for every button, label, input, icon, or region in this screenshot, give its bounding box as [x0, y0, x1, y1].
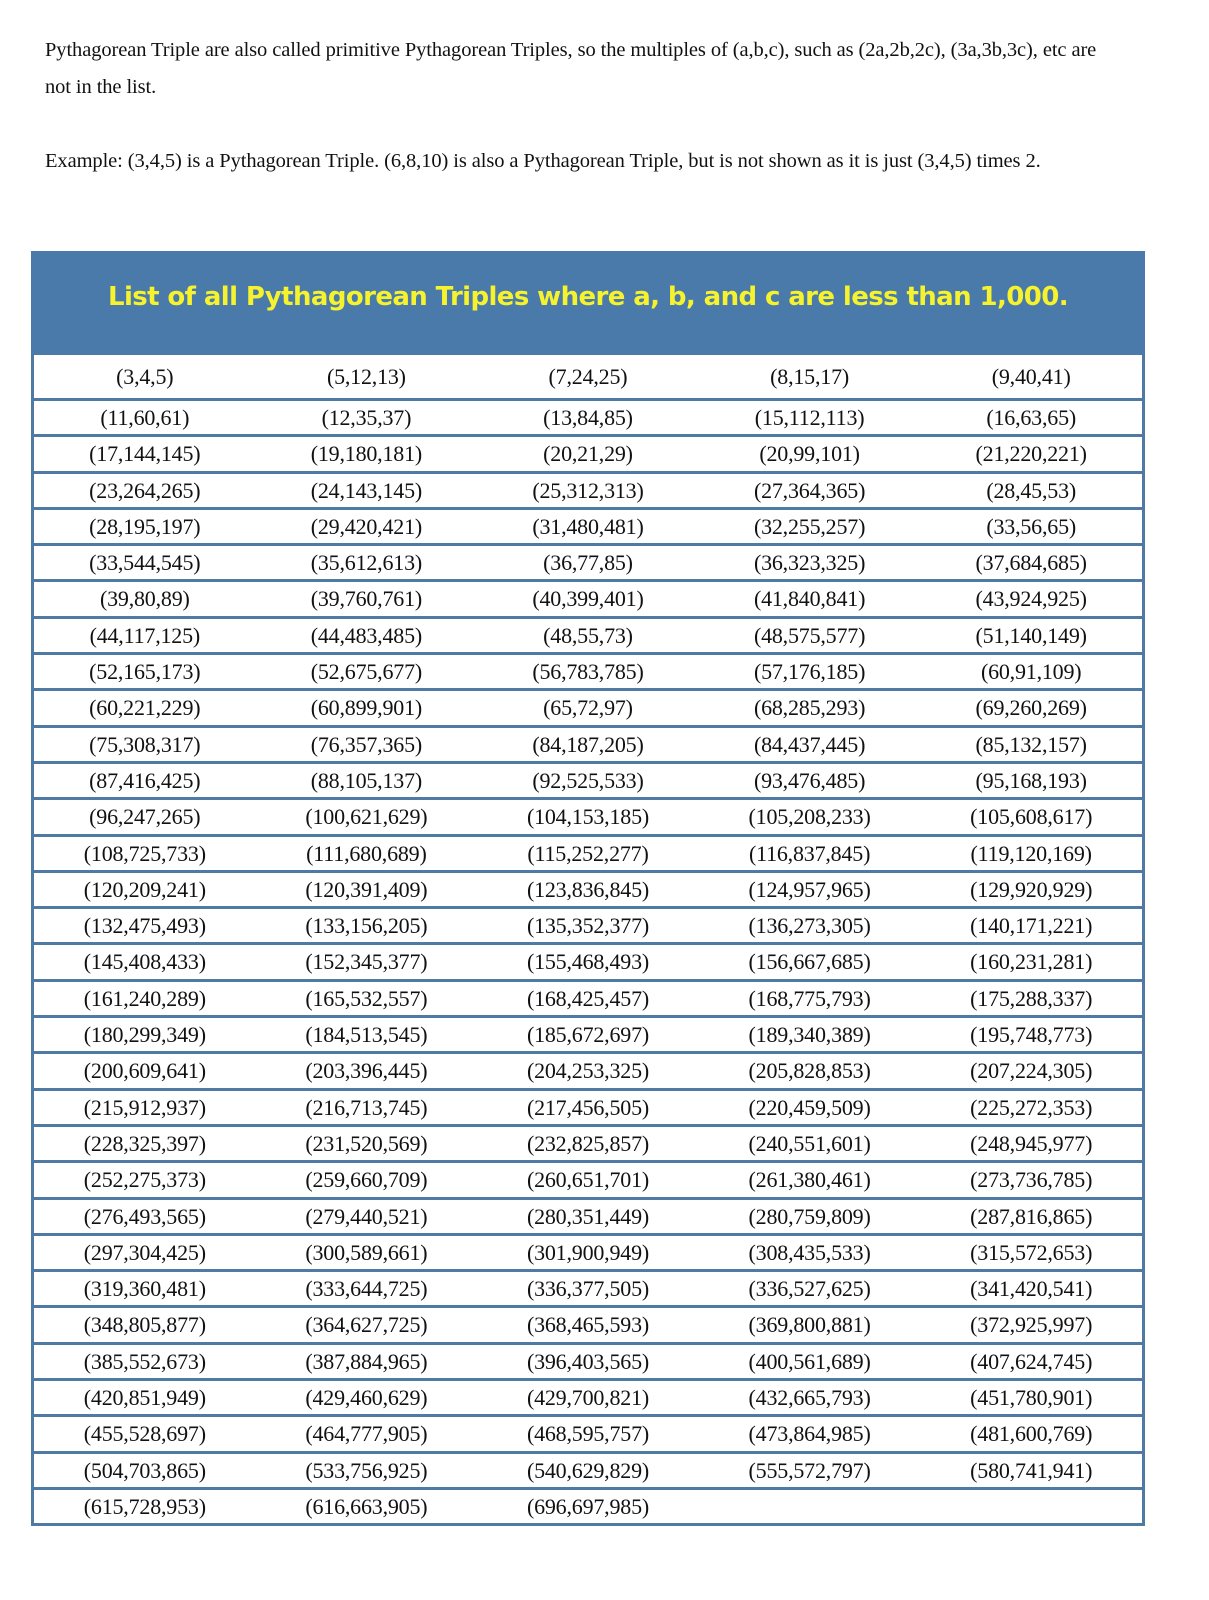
triple-cell: (364,627,725) [305, 1312, 428, 1338]
triple-cell: (37,684,685) [975, 550, 1087, 576]
triple-cell: (185,672,697) [526, 1022, 650, 1048]
triple-cell: (132,475,493) [83, 913, 206, 939]
triple-cell: (84,187,205) [532, 731, 644, 757]
triple-cell: (252,275,373) [83, 1167, 206, 1193]
triple-cell: (152,345,377) [305, 949, 428, 975]
triple-cell: (225,272,353) [970, 1094, 1093, 1120]
triple-cell: (65,72,97) [543, 695, 633, 721]
table-row [34, 1451, 1142, 1487]
triple-cell: (108,725,733) [83, 840, 206, 866]
triple-cell: (180,299,349) [83, 1022, 206, 1048]
table-row [34, 761, 1142, 797]
table-row [34, 1160, 1142, 1196]
triple-cell: (615,728,953) [83, 1493, 206, 1519]
triple-cell: (204,253,325) [526, 1058, 650, 1084]
table-title: List of all Pythagorean Triples where a, b, and c are less than 1,000. [107, 282, 1069, 312]
triple-cell: (20,21,29) [543, 441, 633, 467]
triple-cell: (228,325,397) [83, 1130, 206, 1156]
triple-cell: (27,364,365) [753, 477, 866, 503]
triple-cell: (120,391,409) [305, 876, 428, 902]
triple-cell: (25,312,313) [532, 477, 644, 503]
triple-cell: (207,224,305) [970, 1058, 1093, 1084]
triple-cell: (336,377,505) [526, 1276, 650, 1302]
triple-cell: (123,836,845) [526, 876, 650, 902]
triple-cell: (36,323,325) [753, 550, 866, 576]
triple-cell: (336,527,625) [748, 1276, 871, 1302]
triple-cell: (84,437,445) [753, 731, 866, 757]
triple-cell: (279,440,521) [305, 1203, 428, 1229]
triple-cell: (52,675,677) [310, 659, 423, 685]
triple-cell: (220,459,509) [748, 1094, 871, 1120]
triple-cell: (385,552,673) [83, 1348, 206, 1374]
triple-cell: (51,140,149) [975, 622, 1087, 648]
triple-cell: (540,629,829) [526, 1457, 650, 1483]
triple-cell: (16,63,65) [986, 405, 1076, 430]
triple-cell: (11,60,61) [100, 405, 190, 430]
triple-cell: (31,480,481) [532, 513, 644, 539]
table-row [34, 688, 1142, 724]
triple-cell: (175,288,337) [970, 985, 1093, 1011]
triple-cell: (115,252,277) [527, 840, 649, 866]
triple-cell: (43,924,925) [975, 586, 1087, 612]
triple-cell: (92,525,533) [532, 767, 644, 793]
table-row [34, 1233, 1142, 1269]
table-row [34, 1305, 1142, 1341]
triple-cell: (155,468,493) [526, 949, 650, 975]
triple-cell: (451,780,901) [970, 1385, 1093, 1411]
triple-cell: (20,99,101) [759, 441, 860, 467]
table-title-bar [31, 251, 1145, 355]
triple-cell: (119,120,169) [970, 840, 1092, 866]
triple-cell: (85,132,157) [975, 731, 1087, 757]
table-row [34, 906, 1142, 942]
triple-cell: (96,247,265) [89, 804, 201, 830]
table-row [34, 652, 1142, 688]
triple-cell: (140,171,221) [970, 913, 1093, 939]
triple-cell: (75,308,317) [89, 731, 201, 757]
triple-cell: (17,144,145) [89, 441, 201, 467]
triple-cell: (273,736,785) [970, 1167, 1093, 1193]
triple-cell: (200,609,641) [83, 1058, 206, 1084]
triple-cell: (319,360,481) [83, 1276, 206, 1302]
triple-cell: (156,667,685) [748, 949, 871, 975]
triple-cell: (105,608,617) [970, 804, 1093, 830]
triple-cell: (88,105,137) [310, 767, 423, 793]
triple-cell: (189,340,389) [748, 1022, 871, 1048]
triple-cell: (205,828,853) [748, 1058, 871, 1084]
triple-cell: (481,600,769) [970, 1421, 1093, 1447]
triple-cell: (616,663,905) [305, 1493, 428, 1519]
triple-cell: (60,899,901) [310, 695, 423, 721]
triple-cell: (260,651,701) [526, 1167, 650, 1193]
triple-cell: (473,864,985) [748, 1421, 871, 1447]
triple-cell: (76,357,365) [310, 731, 423, 757]
triple-cell: (60,91,109) [980, 659, 1082, 685]
triple-cell: (217,456,505) [526, 1094, 650, 1120]
triple-cell: (195,748,773) [970, 1022, 1093, 1048]
table-row [34, 1197, 1142, 1233]
triple-cell: (35,612,613) [310, 550, 423, 576]
triple-cell: (24,143,145) [310, 477, 423, 503]
triple-cell: (105,208,233) [748, 804, 871, 830]
triple-cell: (8,15,17) [770, 364, 849, 389]
triple-cell: (184,513,545) [305, 1022, 428, 1048]
triple-cell: (133,156,205) [305, 913, 428, 939]
triple-cell: (135,352,377) [526, 913, 650, 939]
triple-cell: (215,912,937) [83, 1094, 206, 1120]
triple-cell: (400,561,689) [748, 1348, 871, 1374]
table-row [34, 507, 1142, 543]
table-row [34, 1124, 1142, 1160]
triple-cell: (48,575,577) [753, 622, 866, 648]
triple-cell: (52,165,173) [89, 659, 201, 685]
triple-cell: (69,260,269) [975, 695, 1087, 721]
triple-cell: (231,520,569) [305, 1130, 428, 1156]
triple-cell: (124,957,965) [748, 876, 871, 902]
triple-cell: (44,483,485) [310, 622, 423, 648]
triple-cell: (276,493,565) [83, 1203, 206, 1229]
triple-cell: (387,884,965) [305, 1348, 428, 1374]
triple-cell: (36,77,85) [543, 550, 633, 576]
triple-cell: (240,551,601) [748, 1130, 871, 1156]
triple-cell: (168,425,457) [526, 985, 650, 1011]
triple-cell: (348,805,877) [83, 1312, 206, 1338]
triple-cell: (41,840,841) [753, 586, 866, 612]
triple-cell: (93,476,485) [753, 767, 866, 793]
triple-cell: (429,700,821) [526, 1385, 650, 1411]
triple-cell: (429,460,629) [305, 1385, 428, 1411]
triple-cell: (29,420,421) [310, 513, 423, 539]
triple-cell: (396,403,565) [526, 1348, 650, 1374]
triple-cell: (232,825,857) [526, 1130, 650, 1156]
triple-cell: (28,195,197) [89, 513, 201, 539]
triple-cell: (369,800,881) [748, 1312, 871, 1338]
triple-cell: (15,112,113) [754, 405, 865, 430]
table-row [34, 1378, 1142, 1414]
triple-cell: (168,775,793) [748, 985, 871, 1011]
triple-cell: (33,544,545) [89, 550, 201, 576]
triple-cell: (533,756,925) [305, 1457, 428, 1483]
table-row [34, 398, 1142, 434]
triple-cell: (161,240,289) [83, 985, 206, 1011]
table-row [34, 1015, 1142, 1051]
table-row [34, 797, 1142, 833]
table-row [34, 616, 1142, 652]
triple-cell: (39,760,761) [310, 586, 423, 612]
triple-cell: (300,589,661) [305, 1239, 428, 1265]
triple-cell: (60,221,229) [89, 695, 201, 721]
triple-cell: (315,572,653) [970, 1239, 1093, 1265]
triple-cell: (7,24,25) [548, 364, 628, 389]
triple-cell [920, 1490, 1142, 1523]
triple-cell: (5,12,13) [326, 364, 406, 389]
table-row [34, 1414, 1142, 1450]
triple-cell: (297,304,425) [83, 1239, 206, 1265]
table-row [34, 942, 1142, 978]
table-row [34, 543, 1142, 579]
triple-cell: (129,920,929) [970, 876, 1093, 902]
table-row [34, 355, 1142, 398]
triple-cell: (420,851,949) [83, 1385, 206, 1411]
triple-cell: (280,351,449) [526, 1203, 650, 1229]
triple-cell: (301,900,949) [526, 1239, 650, 1265]
triple-cell: (696,697,985) [526, 1493, 650, 1519]
triple-cell: (145,408,433) [83, 949, 206, 975]
intro-paragraph-example: Example: (3,4,5) is a Pythagorean Triple. (6,8,10) is also a Pythagorean Triple, but is not shown as it is just (3,4,5) times 2. [45, 150, 1041, 172]
triple-cell: (136,273,305) [748, 913, 871, 939]
triples-table [31, 251, 1145, 1526]
triple-cell: (555,572,797) [748, 1457, 871, 1483]
triple-cell: (13,84,85) [543, 405, 633, 430]
triple-cell: (68,285,293) [753, 695, 866, 721]
triple-cell: (407,624,745) [970, 1348, 1093, 1374]
intro-text [45, 32, 1125, 180]
triple-cell: (48,55,73) [543, 622, 633, 648]
triple-cell: (3,4,5) [116, 364, 174, 389]
triple-cell: (432,665,793) [748, 1385, 871, 1411]
triple-cell: (87,416,425) [89, 767, 201, 793]
table-row [34, 471, 1142, 507]
table-row [34, 870, 1142, 906]
triple-cell: (468,595,757) [526, 1421, 650, 1447]
triple-cell: (165,532,557) [305, 985, 428, 1011]
triple-cell: (368,465,593) [526, 1312, 650, 1338]
triple-cell: (116,837,845) [748, 840, 871, 866]
triple-cell: (504,703,865) [83, 1457, 206, 1483]
triple-cell: (372,925,997) [970, 1312, 1093, 1338]
triple-cell: (39,80,89) [99, 586, 190, 612]
intro-paragraph-definition: Pythagorean Triple are also called primitive Pythagorean Triples, so the multiples of (a,b,c), such as (2a,2b,2c), (3a,3b,3c), etc are not in the list. [45, 39, 1097, 98]
triple-cell: (33,56,65) [986, 513, 1076, 539]
triple-cell: (56,783,785) [532, 659, 644, 685]
triple-cell: (40,399,401) [532, 586, 644, 612]
table-row [34, 1269, 1142, 1305]
triple-cell: (216,713,745) [305, 1094, 428, 1120]
triple-cell: (100,621,629) [305, 804, 428, 830]
triple-cell: (9,40,41) [991, 364, 1071, 389]
table-row [34, 579, 1142, 615]
table-row [34, 725, 1142, 761]
table-row [34, 979, 1142, 1015]
triple-cell: (341,420,541) [970, 1276, 1093, 1302]
triple-cell: (203,396,445) [305, 1058, 428, 1084]
triple-cell: (12,35,37) [321, 405, 412, 430]
triple-cell: (259,660,709) [305, 1167, 428, 1193]
table-row [34, 1487, 1142, 1523]
table-row [34, 1051, 1142, 1087]
triples-grid [31, 355, 1145, 1526]
table-row [34, 1088, 1142, 1124]
table-row [34, 834, 1142, 870]
triple-cell: (21,220,221) [975, 441, 1087, 467]
triple-cell: (120,209,241) [83, 876, 206, 902]
triple-cell: (57,176,185) [753, 659, 866, 685]
triple-cell: (160,231,281) [970, 949, 1093, 975]
triple-cell: (23,264,265) [89, 477, 201, 503]
triple-cell: (261,380,461) [748, 1167, 871, 1193]
triple-cell: (287,816,865) [970, 1203, 1093, 1229]
triple-cell: (44,117,125) [89, 622, 201, 648]
triple-cell: (333,644,725) [305, 1276, 428, 1302]
triple-cell: (248,945,977) [970, 1130, 1093, 1156]
triple-cell: (28,45,53) [986, 477, 1076, 503]
triple-cell: (580,741,941) [970, 1457, 1093, 1483]
table-row [34, 1342, 1142, 1378]
triple-cell [699, 1490, 921, 1523]
triple-cell: (104,153,185) [526, 804, 650, 830]
triple-cell: (111,680,689) [306, 840, 427, 866]
triple-cell: (95,168,193) [975, 767, 1087, 793]
triple-cell: (19,180,181) [310, 441, 423, 467]
triple-cell: (280,759,809) [748, 1203, 871, 1229]
triple-cell: (308,435,533) [748, 1239, 871, 1265]
table-row [34, 434, 1142, 470]
triple-cell: (32,255,257) [753, 513, 866, 539]
triple-cell: (464,777,905) [305, 1421, 428, 1447]
triple-cell: (455,528,697) [83, 1421, 206, 1447]
